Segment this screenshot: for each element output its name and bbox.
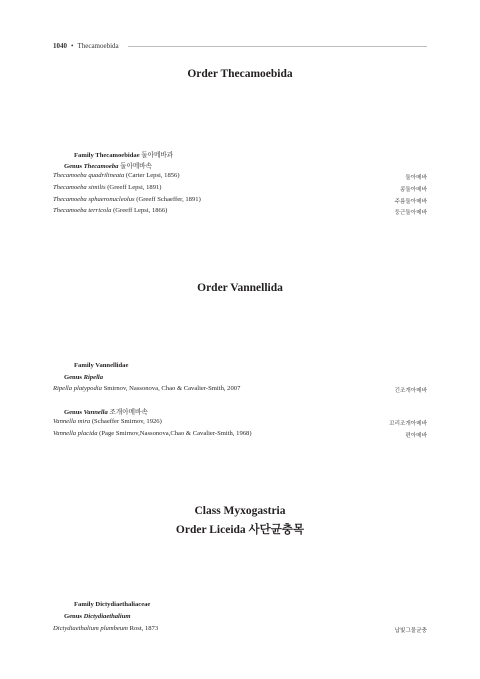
species-entry (53, 385, 240, 392)
family-name: Family Thecamoebidae (74, 152, 140, 159)
species-author: (Page Smirnov,Nassonova,Chao & Cavalier-Smith, 1968) (99, 430, 252, 437)
species-korean: 긴조개아메바 (394, 388, 427, 394)
genus-name: Thecamoeba (83, 163, 119, 170)
species-name: Vannella placida (53, 430, 98, 437)
species-entry (53, 625, 158, 632)
species-name: Dictydiaethalium plumbeum (53, 625, 128, 632)
genus-prefix: Genus (64, 613, 82, 620)
species-name: Thecamoeba quadrilineata (53, 172, 125, 179)
genus-name: Ripella (83, 374, 104, 381)
genus-heading (64, 374, 103, 381)
family-heading (74, 362, 128, 369)
species-name: Vannella mira (53, 418, 91, 425)
genus-heading (64, 160, 152, 170)
species-name: Thecamoeba sphaeronucleolus (53, 196, 135, 203)
species-author: (Carter Lepsi, 1856) (125, 172, 180, 179)
family-name: Family Dictydiaethaliaceae (74, 601, 151, 608)
family-heading (74, 601, 150, 608)
genus-prefix: Genus (64, 374, 82, 381)
species-korean: 콩둘아메바 (399, 187, 427, 193)
species-korean: 둥근둘아메바 (394, 210, 427, 216)
species-korean: 편아메바 (405, 433, 427, 439)
order-title: Order Vannellida (197, 282, 283, 294)
genus-name: Vannella (83, 409, 108, 416)
genus-prefix: Genus (64, 409, 82, 416)
species-korean: 꼬리조개아메바 (389, 421, 427, 427)
genus-prefix: Genus (64, 163, 82, 170)
species-author: Smirnov, Nassonova, Chao & Cavalier-Smith, 2007 (103, 385, 241, 392)
class-title: Class Myxogastria (194, 505, 286, 517)
family-heading (74, 149, 173, 159)
species-entry (53, 207, 167, 214)
species-author: (Schaeffer Smirnov, 1926) (91, 418, 162, 425)
species-author: (Greeff Lepsi, 1891) (107, 184, 162, 191)
family-korean: 둘아메바과 (141, 152, 174, 159)
bullet: • (71, 42, 74, 50)
family-name: Family Vannellidae (74, 362, 129, 369)
species-korean: 납빛그물균충 (394, 628, 427, 634)
page-number: 1040 (53, 42, 67, 50)
species-entry (53, 418, 162, 425)
order-title: Order Liceida 사단균충목 (175, 524, 305, 536)
species-entry (53, 184, 162, 191)
species-name: Ripella platypodia (53, 385, 102, 392)
genus-heading (64, 613, 131, 620)
species-entry (53, 172, 180, 179)
genus-korean: 둘아메바속 (120, 163, 152, 170)
running-header (53, 42, 119, 50)
species-author: (Greeff Schaeffer, 1891) (136, 196, 201, 203)
species-author: (Greeff Lepsi, 1866) (113, 207, 168, 214)
genus-heading (64, 406, 148, 416)
header-section: Thecamoebida (77, 42, 119, 50)
genus-korean: 조개아메바속 (109, 409, 148, 416)
species-author: Rost, 1873 (129, 625, 159, 632)
species-korean: 둘아메바 (405, 175, 427, 181)
species-korean: 주름둘아메바 (394, 199, 427, 205)
genus-name: Dictydiaethalium (83, 613, 131, 620)
species-name: Thecamoeba similis (53, 184, 106, 191)
header-rule (128, 46, 427, 47)
species-name: Thecamoeba terricola (53, 207, 112, 214)
order-title: Order Thecamoebida (187, 68, 293, 80)
species-entry (53, 196, 201, 203)
species-entry (53, 430, 252, 437)
